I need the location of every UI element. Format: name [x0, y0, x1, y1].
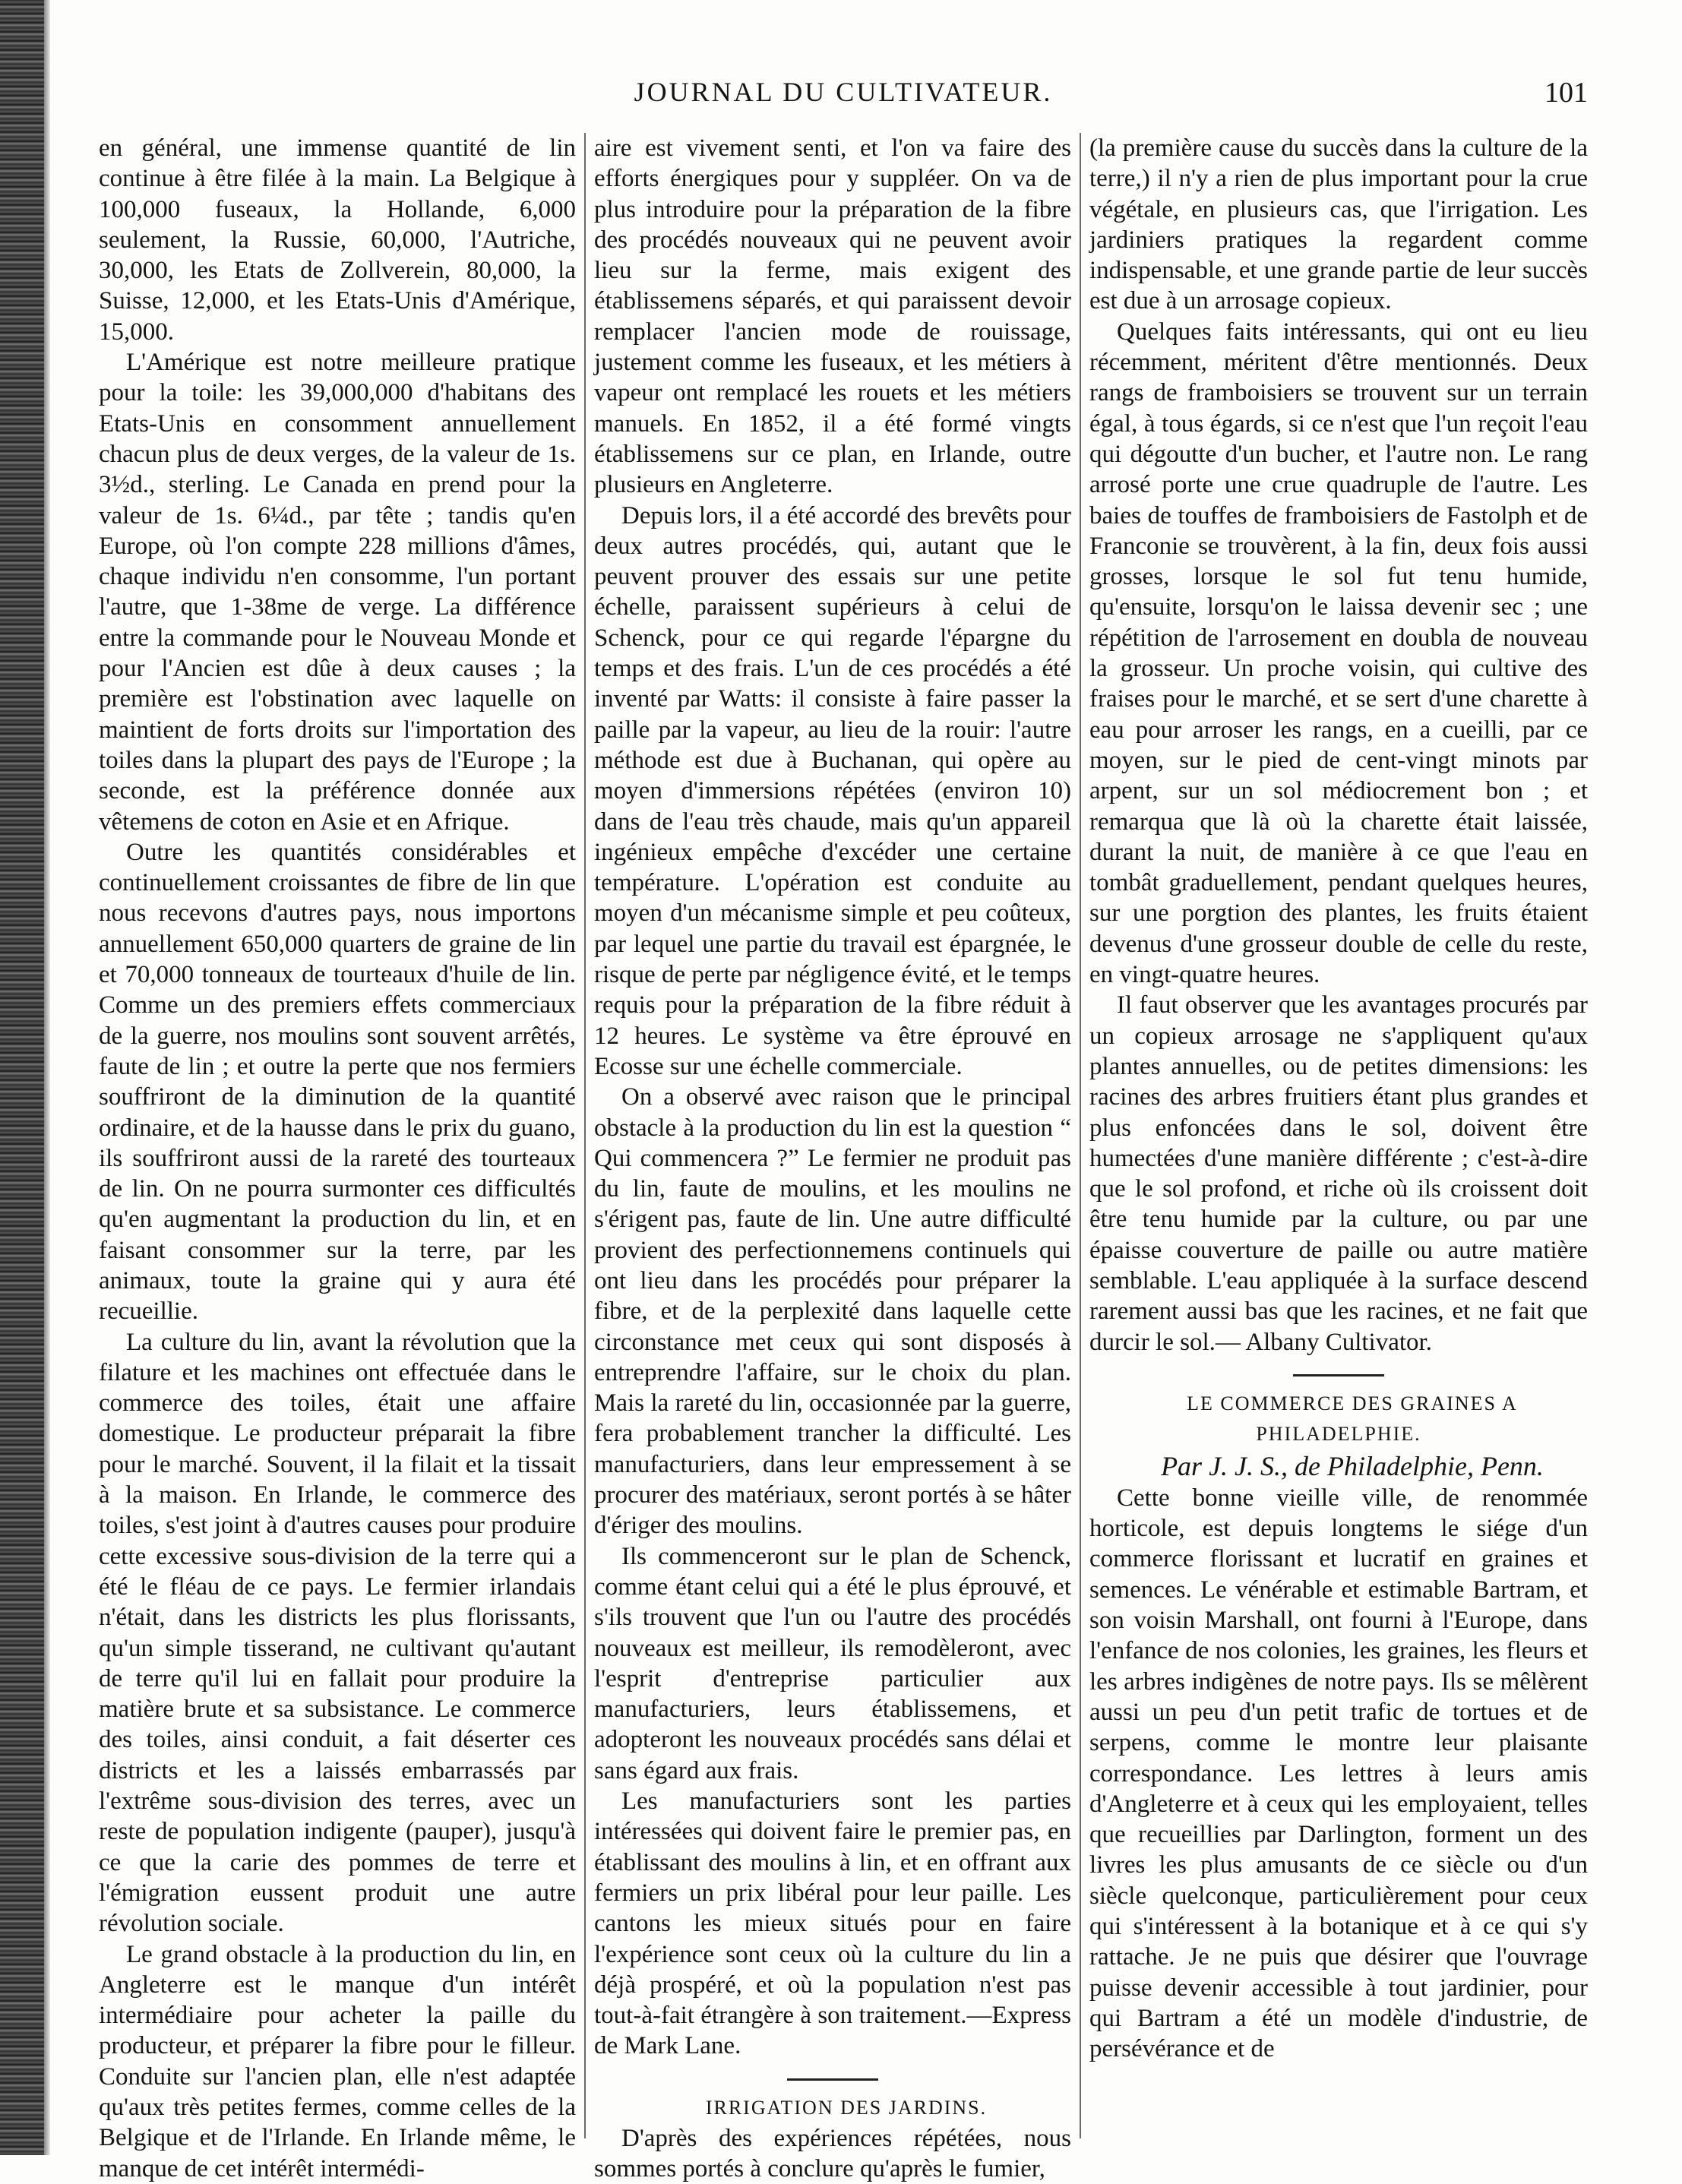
paragraph: Outre les quantités considérables et continuellement croissantes de fibre de lin que nous recevons d'autres pays, nous importons annuellement 650,000 quarters de graine de lin et 70,000 tonneaux de tourteaux d'huile de lin. Comme un des premiers effets commerciaux de la guerre, nos moulins sont souvent arrêtés, faute de lin ; et outre la perte que nos fermiers souffriront de la diminution de la quantité ordinaire, et de la hausse dans le prix du guano, ils souffriront aussi de la rareté des tourteaux de lin. On ne pourra surmonter ces difficultés qu'en augmentant la production du lin, et en faisant consommer sur la terre, par les animaux, toute la graine qui y aura été recueillie. [99, 838, 576, 1326]
page-header [99, 76, 1588, 122]
paragraph: Les manufacturiers sont les parties intéressées qui doivent faire le premier pas, en établissant des moulins à lin, et en offrant aux fermiers un prix libéral pour leur paille. Les cantons les mieux situés pour en faire l'expérience sont ceux où la culture du lin a déjà prospéré, et où la population n'est pas tout-à-fait étrangère à son traitement.—Express de Mark Lane. [594, 1787, 1071, 2060]
paragraph: Depuis lors, il a été accordé des brevêts pour deux autres procédés, qui, autant que le peuvent prouver des essais sur une petite échelle, paraissent supérieurs à celui de Schenck, pour ce qui regarde l'épargne du temps et des frais. L'un de ces procédés a été inventé par Watts: il consiste à faire passer la paille par la vapeur, au lieu de la rouir: l'autre méthode est due à Buchanan, qui opère au moyen d'immersions répétées (environ 10) dans de l'eau très chaude, mais qu'un appareil ingénieux empêche d'excéder une certaine température. L'opération est conduite au moyen d'un mécanisme simple et peu coûteux, par lequel une partie du travail est épargnée, le risque de perte par négligence évité, et le temps requis pour la préparation de la fibre réduit à 12 heures. Le système va être éprouvé en Ecosse sur une échelle commerciale. [594, 501, 1071, 1080]
section-separator [1293, 1374, 1384, 1376]
paragraph: La culture du lin, avant la révolution que la filature et les machines ont effectuée dans le commerce des toiles, était une affaire domestique. Le producteur préparait la fibre pour le marché. Souvent, il la filait et la tissait à la maison. En Irlande, le commerce des toiles, s'est joint à d'autres causes pour produire cette excessive sous-division de la terre qui a été le fléau de ce pays. Le fermier irlandais n'était, dans les districts les plus florissants, qu'un simple tisserand, ne cultivant qu'autant de terre qu'il lui en fallait pour produire la matière brute et sa subsistance. Le commerce des toiles, ainsi conduit, a fait déserter ces districts et les a laissés embarrassés par l'extrême sous-division des terres, avec un reste de population indigente (pauper), jusqu'à ce que la carie des pommes de terre et l'émigration eussent produit une autre révolution sociale. [99, 1328, 576, 1938]
paragraph: Le grand obstacle à la production du lin, en Angleterre est le manque d'un intérêt intermédiaire pour acheter la paille du producteur, et préparer la fibre pour le filleur. Conduite sur l'ancien plan, elle n'est adaptée qu'aux très petites fermes, comme celles de la Belgique et de l'Irlande. En Irlande même, le manque de cet intérêt intermédi- [99, 1940, 576, 2182]
column-divider [584, 133, 586, 2138]
column-1 [99, 133, 576, 2182]
column-divider [1080, 133, 1081, 2138]
paragraph: Il faut observer que les avantages procurés par un copieux arrosage ne s'appliquent qu'aux plantes annuelles, ou de petites dimensions: les racines des arbres fruitiers étant plus grandes et plus enfoncées dans le sol, doivent être humectées d'une manière différente ; c'est-à-dire que le sol profond, et riche où ils croissent doit être tenu humide par la culture, ou par une épaisse couverture de paille ou autre matière semblable. L'eau appliquée à la surface descend rarement aussi bas que les racines, et ne fait que durcir le sol.— Albany Cultivator. [1089, 991, 1588, 1356]
column-2 [594, 133, 1071, 2182]
column-3 [1089, 133, 1588, 2138]
page-number: 101 [1544, 77, 1588, 109]
article-byline: Par J. J. S., de Philadelphie, Penn. [1161, 1450, 1544, 1481]
article-columns [99, 133, 1588, 2182]
paragraph: L'Amérique est notre meilleure pratique pour la toile: les 39,000,000 d'habitans des Etats-Unis en consomment annuellement chacun plus de deux verges, de la valeur de 1s. 3½d., sterling. Le Canada en prend pour la valeur de 1s. 6¼d., par tête ; tandis qu'en Europe, où l'on compte 228 millions d'âmes, chaque individu n'en consomme, l'un portant l'autre, que 1-38me de verge. La différence entre la commande pour le Nouveau Monde et pour l'Ancien est dûe à deux causes ; la première est l'obstination avec laquelle on maintient de forts droits sur l'importation des toiles dans la plupart des pays de l'Europe ; la seconde, est la préférence donnée aux vêtemens de coton en Asie et en Afrique. [99, 349, 576, 836]
paragraph: Ils commenceront sur le plan de Schenck, comme étant celui qui a été le plus éprouvé, et s'ils trouvent que l'un ou l'autre des procédés nouveaux est meilleur, ils remodèleront, avec l'esprit d'entreprise particulier aux manufacturiers, leurs établissemens, et adopteront les nouveaux procédés sans délai et sans égard aux frais. [594, 1542, 1071, 1784]
section-separator [787, 2078, 878, 2081]
paragraph: Cette bonne vieille ville, de renommée horticole, est depuis longtems le siége d'un commerce florissant et lucratif en graines et semences. Le vénérable et estimable Bartram, et son voisin Marshall, ont fourni à l'Europe, dans l'enfance de nos colonies, les graines, les fleurs et les arbres indigènes de notre pays. Ils se mêlèrent aussi un peu d'un petit trafic de tortues et de serpens, comme le montre leur plaisante correspondance. Les lettres à leurs amis d'Angleterre et à ceux qui les employaient, telles que recueillies par Darlington, forment un des livres les plus amusants de ce siècle ou d'un siècle quelconque, particulièrement pour ceux qui s'intéressent à la botanique et à ce qui s'y rattache. Je ne puis que désirer que l'ouvrage puisse devenir accessible à tout jardinier, pour qui Bartram a été un modèle d'industrie, de persévérance et de [1089, 1484, 1588, 2063]
journal-title: JOURNAL DU CULTIVATEUR. [634, 77, 1053, 107]
paragraph: aire est vivement senti, et l'on va faire des efforts énergiques pour y suppléer. On va de plus introduire pour la préparation de la fibre des procédés nouveaux qui ne peuvent avoir lieu sur la ferme, mais exigent des établissemens séparés, et qui paraissent devoir remplacer l'ancien mode de rouissage, justement comme les fuseaux, et les métiers à vapeur ont remplacé les rouets et les métiers manuels. En 1852, il a été formé vingts établissemens sur ce plan, en Irlande, outre plusieurs en Angleterre. [594, 134, 1071, 499]
paragraph: On a observé avec raison que le principal obstacle à la production du lin est la question “ Qui commencera ?” Le fermier ne produit pas du lin, faute de moulins, et les moulins ne s'érigent pas, faute de lin. Une autre difficulté provient des perfectionnemens continuels qui ont lieu dans les procédés pour préparer la fibre, et de la perplexité dans laquelle cette circonstance met ceux qui sont disposés à entreprendre l'affaire, sur le choix du plan. Mais la rareté du lin, occasionnée par la guerre, fera probablement trancher la difficulté. Les manufacturiers, dans leur empressement à se procurer des matériaux, seront portés à se hâter d'ériger des moulins. [594, 1083, 1071, 1540]
paragraph: en général, une immense quantité de lin continue à être filée à la main. La Belgique à 100,000 fuseaux, la Hollande, 6,000 seulement, la Russie, 60,000, l'Autriche, 30,000, les Etats de Zollverein, 80,000, la Suisse, 12,000, et les Etats-Unis d'Amérique, 15,000. [99, 134, 576, 346]
section-title-graines: LE COMMERCE DES GRAINES A PHILADELPHIE. [1187, 1392, 1518, 1445]
section-title-irrigation: IRRIGATION DES JARDINS. [705, 2096, 988, 2119]
paragraph: (la première cause du succès dans la culture de la terre,) il n'y a rien de plus important pour la crue végétale, en plusieurs cas, que l'irrigation. Les jardiniers pratiques la regardent comme indispensable, et une grande partie de leur succès est due à un arrosage copieux. [1089, 134, 1588, 315]
paragraph: Quelques faits intéressants, qui ont eu lieu récemment, méritent d'être mentionnés. Deux rangs de framboisiers se trouvent sur un terrain égal, à tous égards, si ce n'est que l'un reçoit l'eau qui dégoutte d'un bucher, et l'autre non. Le rang arrosé porte une crue quadruple de l'autre. Les baies de touffes de framboisiers de Fastolph et de Franconie se trouvèrent, à la fin, deux fois aussi grosses, lorsque le sol fut tenu humide, qu'ensuite, lorsqu'on le laissa devenir sec ; une répétition de l'arrosement en doubla de nouveau la grosseur. Un proche voisin, qui cultive des fraises pour le marché, et se sert d'une charette à eau pour arroser les rangs, en a cueilli, par ce moyen, sur le pied de cent-vingt minots par arpent, sur un sol médiocrement bon ; et remarqua que là où la charette était laissée, durant la nuit, de manière à ce que l'eau en tombât graduellement, pendant quelques heures, sur une porgtion des plantes, les fruits étaient devenus d'une grosseur double de celle du reste, en vingt-quatre heures. [1089, 318, 1588, 989]
paragraph: D'après des expériences répétées, nous sommes portés à conclure qu'après le fumier, [594, 2124, 1071, 2182]
page-edge [44, 0, 50, 2155]
book-spine-shadow [0, 0, 44, 2155]
